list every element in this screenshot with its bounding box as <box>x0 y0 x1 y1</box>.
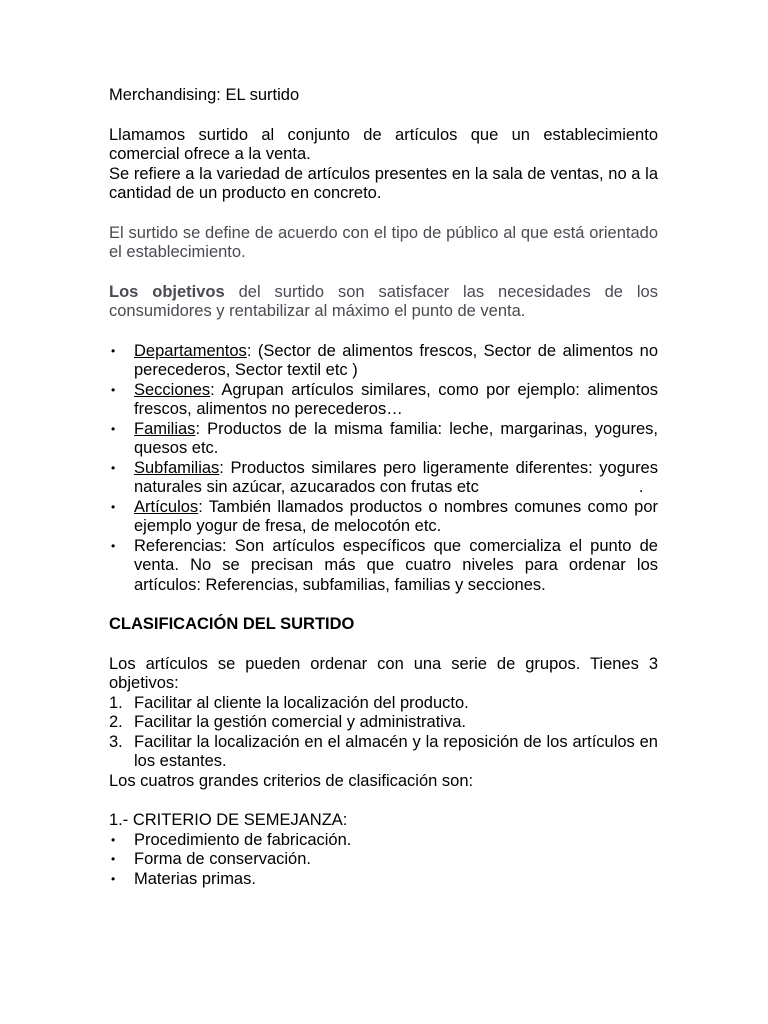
bullet-icon: • <box>111 538 116 553</box>
level-term: Artículos <box>134 497 199 516</box>
goals-list <box>109 694 658 772</box>
classification-intro: Los artículos se pueden ordenar con una serie de grupos. Tienes 3 objetivos: <box>109 654 658 692</box>
criterion-item: Materias primas. <box>134 869 256 888</box>
criteria-intro: Los cuatros grandes criterios de clasificación son: <box>109 771 474 790</box>
list-item <box>109 831 658 851</box>
criterion-heading: 1.- CRITERIO DE SEMEJANZA: <box>109 811 348 829</box>
goal-text: Facilitar al cliente la localización del producto. <box>134 693 469 712</box>
bullet-icon: • <box>111 343 116 358</box>
level-term: Departamentos <box>134 341 247 360</box>
definition-paragraph: El surtido se define de acuerdo con el tipo de público al que está orientado el establecimiento. <box>109 223 658 261</box>
goal-number: 2. <box>109 713 123 731</box>
goal-text: Facilitar la localización en el almacén y la reposición de los artículos en los estantes. <box>134 732 658 770</box>
list-item <box>109 342 658 381</box>
goal-text: Facilitar la gestión comercial y administrativa. <box>134 713 466 731</box>
list-item <box>109 713 658 733</box>
intro-paragraph-2: Se refiere a la variedad de artículos presentes en la sala de ventas, no a la cantidad de un producto en concreto. <box>109 164 658 202</box>
level-term: Secciones <box>134 380 211 399</box>
level-term: Familias <box>134 419 196 438</box>
list-item <box>109 537 658 596</box>
bullet-icon: • <box>111 832 116 847</box>
list-item <box>109 420 658 459</box>
bullet-icon: • <box>111 382 116 397</box>
level-text: : (Sector de alimentos frescos, Sector de alimentos no perecederos, Sector textil etc ) <box>134 341 658 379</box>
criterion-list <box>109 831 658 890</box>
document-title: Merchandising: EL surtido <box>109 86 300 104</box>
classification-heading: CLASIFICACIÓN DEL SURTIDO <box>109 615 355 633</box>
bullet-icon: • <box>111 421 116 436</box>
list-item <box>109 870 658 890</box>
bullet-icon: • <box>111 499 116 514</box>
level-text: : También llamados productos o nombres comunes como por ejemplo yogur de fresa, de melocotón etc. <box>134 497 658 535</box>
goal-number: 3. <box>109 732 123 751</box>
level-text: : Productos similares pero ligeramente diferentes: yogures naturales sin azúcar, azucarados con frutas etc <box>134 458 658 496</box>
levels-list <box>109 342 658 596</box>
goal-number: 1. <box>109 693 123 712</box>
criterion-item: Procedimiento de fabricación. <box>134 830 352 849</box>
list-item <box>109 733 658 772</box>
bullet-icon: • <box>111 871 116 886</box>
objectives-rest: del surtido son satisfacer las necesidades de los consumidores y rentabilizar al máximo el punto de venta. <box>109 282 658 320</box>
etc-dot: . <box>638 478 644 496</box>
list-item <box>109 694 658 714</box>
level-text: : Productos de la misma familia: leche, margarinas, yogures, quesos etc. <box>134 419 658 457</box>
criterion-item: Forma de conservación. <box>134 850 311 868</box>
objectives-paragraph <box>109 283 658 322</box>
intro-paragraph-1: Llamamos surtido al conjunto de artículos que un establecimiento comercial ofrece a la venta. <box>109 125 658 163</box>
list-item <box>109 459 658 498</box>
bullet-icon: • <box>111 852 116 866</box>
level-text: Referencias: Son artículos específicos que comercializa el punto de venta. No se precisan más que cuatro niveles para ordenar los artículos: Referencias, subfamilias, familias y secciones. <box>134 536 658 594</box>
level-text: : Agrupan artículos similares, como por ejemplo: alimentos frescos, alimentos no perecederos… <box>134 380 658 418</box>
objectives-lead: Los objetivos <box>109 282 225 301</box>
list-item <box>109 850 658 870</box>
level-term: Subfamilias <box>134 458 220 477</box>
bullet-icon: • <box>111 460 116 475</box>
list-item <box>109 381 658 420</box>
list-item <box>109 498 658 537</box>
document-page <box>109 86 658 889</box>
